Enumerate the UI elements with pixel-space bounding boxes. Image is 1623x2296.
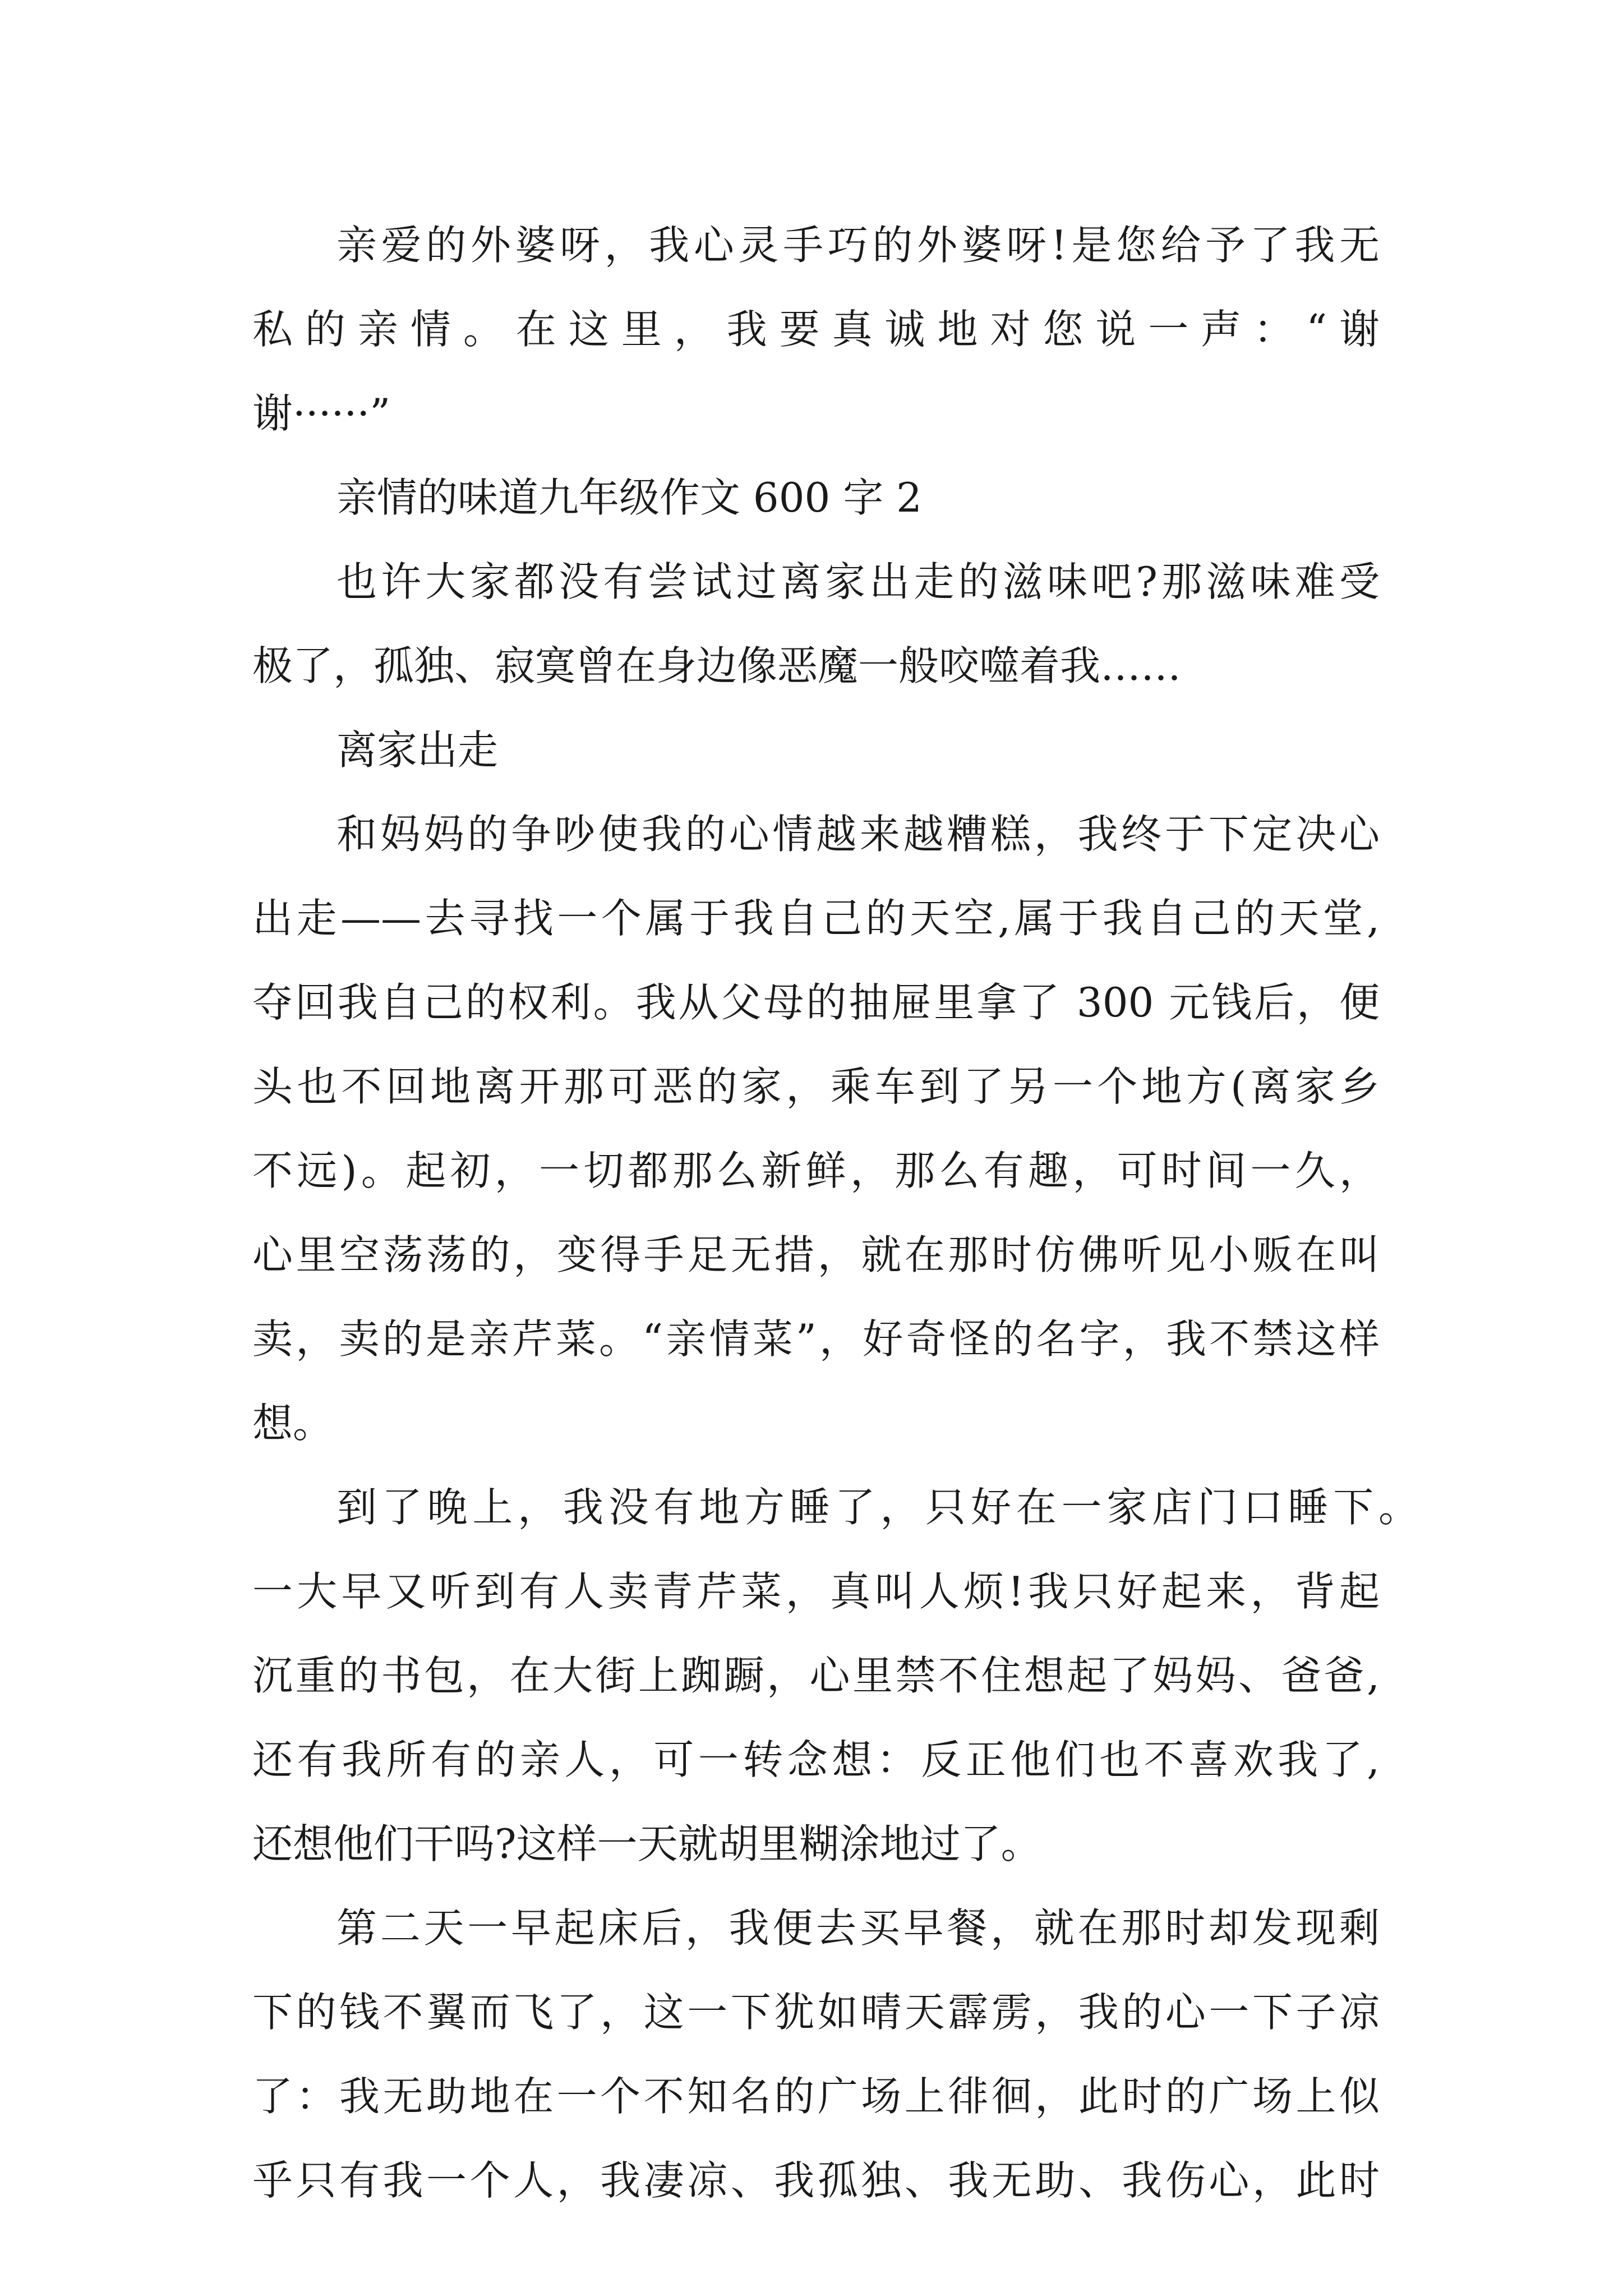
text-line: 沉重的书包，在大街上踟蹰，心里禁不住想起了妈妈、爸爸, xyxy=(252,1652,1380,1699)
section-heading: 亲情的味道九年级作文 600 字 2 xyxy=(336,474,922,521)
text-line: 一大早又听到有人卖青芹菜，真叫人烦!我只好起来，背起 xyxy=(252,1568,1380,1615)
text-line: 谢······” xyxy=(252,390,391,437)
text-line: 还有我所有的亲人，可一转念想：反正他们也不喜欢我了, xyxy=(252,1736,1380,1783)
text-line: 亲爱的外婆呀，我心灵手巧的外婆呀!是您给予了我无 xyxy=(336,222,1380,269)
subheading: 离家出走 xyxy=(336,726,499,774)
text-line: 极了，孤独、寂寞曾在身边像恶魔一般咬噬着我…… xyxy=(252,642,1182,689)
text-line: 了：我无助地在一个不知名的广场上徘徊，此时的广场上似 xyxy=(252,2073,1380,2120)
text-line: 私的亲情。在这里，我要真诚地对您说一声：“谢 xyxy=(252,306,1380,353)
text-line: 到了晚上，我没有地方睡了，只好在一家店门口睡下。 xyxy=(336,1484,1419,1531)
text-line: 卖，卖的是亲芹菜。“亲情菜”，好奇怪的名字，我不禁这样 xyxy=(252,1315,1380,1363)
text-line: 第二天一早起床后，我便去买早餐，就在那时却发现剩 xyxy=(336,1904,1380,1952)
text-line: 出走——去寻找一个属于我自己的天空,属于我自己的天堂, xyxy=(252,895,1380,942)
text-line: 还想他们干吗?这样一天就胡里糊涂地过了。 xyxy=(252,1820,1041,1867)
text-line: 想。 xyxy=(252,1400,334,1447)
text-line: 夺回我自己的权利。我从父母的抽屉里拿了 300 元钱后，便 xyxy=(252,979,1380,1026)
text-line: 下的钱不翼而飞了，这一下犹如晴天霹雳，我的心一下子凉 xyxy=(252,1989,1380,2036)
text-line: 也许大家都没有尝试过离家出走的滋味吧?那滋味难受 xyxy=(336,558,1380,605)
text-line: 乎只有我一个人，我凄凉、我孤独、我无助、我伤心，此时 xyxy=(252,2157,1380,2204)
text-line: 和妈妈的争吵使我的心情越来越糟糕，我终于下定决心 xyxy=(336,811,1380,858)
text-line: 头也不回地离开那可恶的家，乘车到了另一个地方(离家乡 xyxy=(252,1063,1380,1110)
text-line: 不远)。起初，一切都那么新鲜，那么有趣，可时间一久， xyxy=(252,1147,1380,1194)
text-line: 心里空荡荡的，变得手足无措，就在那时仿佛听见小贩在叫 xyxy=(252,1231,1380,1278)
